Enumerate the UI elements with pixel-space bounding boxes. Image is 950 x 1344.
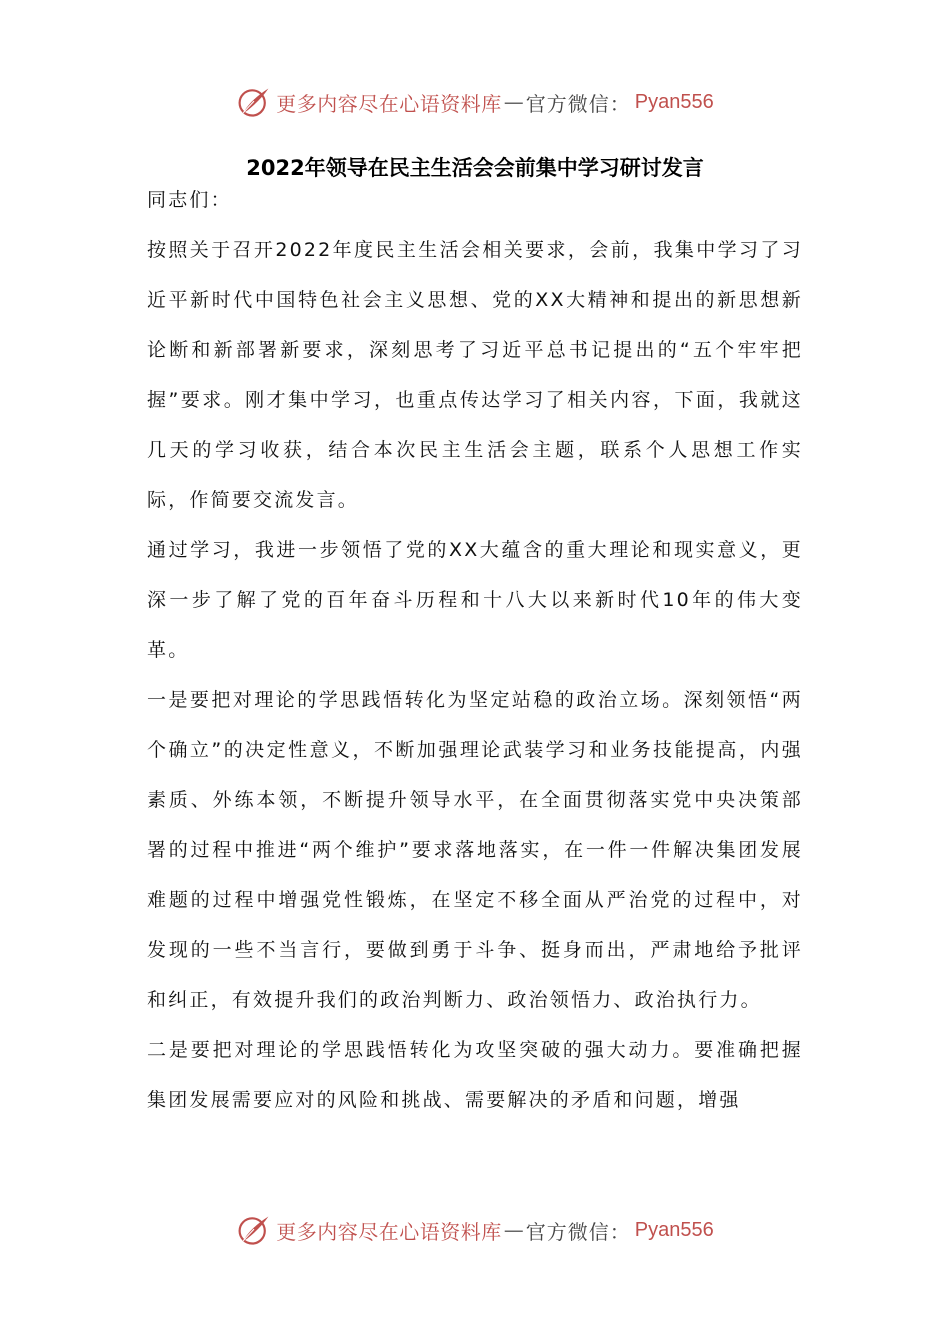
banner-official-label: 官方微信： (525, 1219, 631, 1244)
banner-promo-text: 更多内容尽在心语资料库 (276, 91, 502, 116)
paragraph: 通过学习，我进一步领悟了党的XX大蕴含的重大理论和现实意义，更深一步了解了党的百年奋斗历程和十八大以来新时代10年的伟大变革。 (147, 539, 803, 661)
footer-banner[interactable] (0, 1208, 950, 1252)
banner-separator: — (503, 1218, 524, 1242)
banner-wechat-id: Pyan556 (634, 1218, 714, 1241)
paragraph: 按照关于召开2022年度民主生活会相关要求，会前，我集中学习了习近平新时代中国特色社会主义思想、党的XX大精神和提出的新思想新论断和新部署新要求，深刻思考了习近平总书记提出的“五个牢牢把握”要求。刚才集中学习，也重点传达学习了相关内容，下面，我就这几天的学习收获，结合本次民主生活会主题，联系个人思想工作实际，作简要交流发言。 (147, 239, 803, 511)
document-body (147, 175, 803, 1125)
banner-wechat-id: Pyan556 (634, 90, 714, 113)
header-banner[interactable] (0, 80, 950, 124)
banner-official-label: 官方微信： (525, 91, 631, 116)
quill-logo-icon (236, 84, 272, 120)
paragraph: 二是要把对理论的学思践悟转化为攻坚突破的强大动力。要准确把握集团发展需要应对的风险和挑战、需要解决的矛盾和问题，增强 (147, 1039, 803, 1111)
banner-promo-text: 更多内容尽在心语资料库 (276, 1219, 502, 1244)
banner-separator: — (503, 90, 524, 114)
paragraph: 一是要把对理论的学思践悟转化为坚定站稳的政治立场。深刻领悟“两个确立”的决定性意义，不断加强理论武装学习和业务技能提高，内强素质、外练本领，不断提升领导水平，在全面贯彻落实党中央决策部署的过程中推进“两个维护”要求落地落实，在一件一件解决集团发展难题的过程中增强党性锻炼，在坚定不移全面从严治党的过程中，对发现的一些不当言行，要做到勇于斗争、挺身而出，严肃地给予批评和纠正，有效提升我们的政治判断力、政治领悟力、政治执行力。 (147, 689, 803, 1011)
quill-logo-icon (236, 1212, 272, 1248)
document-title: 2022年领导在民主生活会会前集中学习研讨发言 (246, 156, 704, 180)
salutation: 同志们： (147, 189, 232, 211)
